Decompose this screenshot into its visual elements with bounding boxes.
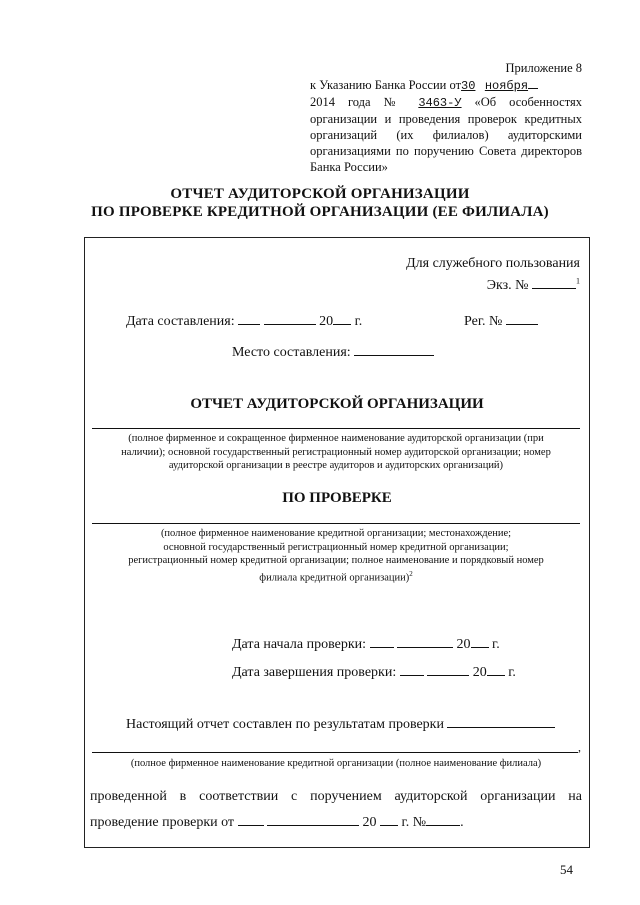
report-heading: ОТЧЕТ АУДИТОРСКОЙ ОРГАНИЗАЦИИ — [190, 396, 484, 412]
copy-number-line: Экз. № $^1$ — [486, 276, 580, 293]
page-number: 54 — [560, 862, 573, 877]
check-heading: ПО ПРОВЕРКЕ — [282, 490, 392, 506]
compile-day-blank[interactable] — [238, 312, 260, 325]
result-line: Настоящий отчет составлен по результатам проверки — [126, 715, 555, 733]
start-day-blank[interactable] — [370, 635, 394, 648]
start-date-line: Дата начала проверки: 20 г. — [232, 637, 500, 652]
appendix-year-line: 2014 года № 3463-У «Об особенностях — [310, 95, 583, 110]
start-year-blank[interactable] — [471, 635, 489, 648]
conducted-line: проведенной в соответствии с поручением аудиторской организации на — [90, 789, 582, 804]
conducted-day-blank[interactable] — [238, 813, 264, 826]
conducted-number-blank[interactable] — [426, 813, 460, 826]
reg-number-line: Рег. № — [464, 312, 538, 330]
place-blank[interactable] — [354, 343, 434, 356]
service-use-label: Для служебного пользования — [406, 256, 580, 271]
end-year-blank[interactable] — [487, 663, 505, 676]
conducted-year-blank[interactable] — [380, 813, 398, 826]
result-blank[interactable] — [447, 715, 555, 728]
credit-org-note: (полное фирменное наименование кредитной организации; местонахождение; основной государственный регистрационный номер кредитной организации; регистрационный номер кредитной организации; полное наименование и порядковый номер филиала кредитной организации)$^2$ — [128, 528, 544, 583]
conducted-date-line: проведение проверки от 20 г. № . — [90, 815, 464, 830]
place-line: Место составления: — [232, 343, 434, 361]
end-month-blank[interactable] — [427, 663, 469, 676]
appendix-month: ноября — [484, 79, 529, 93]
appendix-doc-number: 3463-У — [418, 96, 462, 110]
credit-org-blank-line[interactable] — [92, 523, 580, 524]
reg-number-blank[interactable] — [506, 312, 538, 325]
start-month-blank[interactable] — [397, 635, 453, 648]
conducted-month-blank[interactable] — [267, 813, 359, 826]
branch-note: (полное фирменное наименование кредитной организации (полное наименование филиала) — [130, 758, 542, 769]
appendix-number: Приложение 8 — [505, 61, 582, 75]
audit-org-blank-line[interactable] — [92, 428, 580, 429]
copy-number-blank[interactable] — [532, 276, 576, 289]
audit-org-note: (полное фирменное и сокращенное фирменное наименование аудиторской организации (при наличии); основной государственный регистрационный номер аудиторской организации; номер аудиторской организации в реестре аудиторов и аудиторских организаций) — [121, 433, 551, 471]
appendix-header: Приложение 8 к Указанию Банка России от30 ноября 2014 года № 3463-У «Об особенностях организации и проведения проверок кредитных организаций (их филиалов) аудиторскими организациями по поручению Совета директоров Банка России» — [310, 61, 583, 174]
compile-year-blank[interactable] — [333, 312, 351, 325]
appendix-day: 30 — [461, 79, 476, 93]
end-day-blank[interactable] — [400, 663, 424, 676]
appendix-ref-line: к Указанию Банка России от30 ноября — [310, 76, 582, 94]
compile-date-line: Дата составления: 20 г. — [126, 314, 363, 329]
end-date-line: Дата завершения проверки: 20 г. — [232, 665, 516, 680]
page-title: ОТЧЕТ АУДИТОРСКОЙ ОРГАНИЗАЦИИ ПО ПРОВЕРКЕ КРЕДИТНОЙ ОРГАНИЗАЦИИ (ЕЕ ФИЛИАЛА) — [91, 186, 549, 220]
compile-month-blank[interactable] — [264, 312, 316, 325]
branch-blank-line[interactable] — [92, 752, 578, 753]
branch-comma: , — [578, 740, 581, 754]
